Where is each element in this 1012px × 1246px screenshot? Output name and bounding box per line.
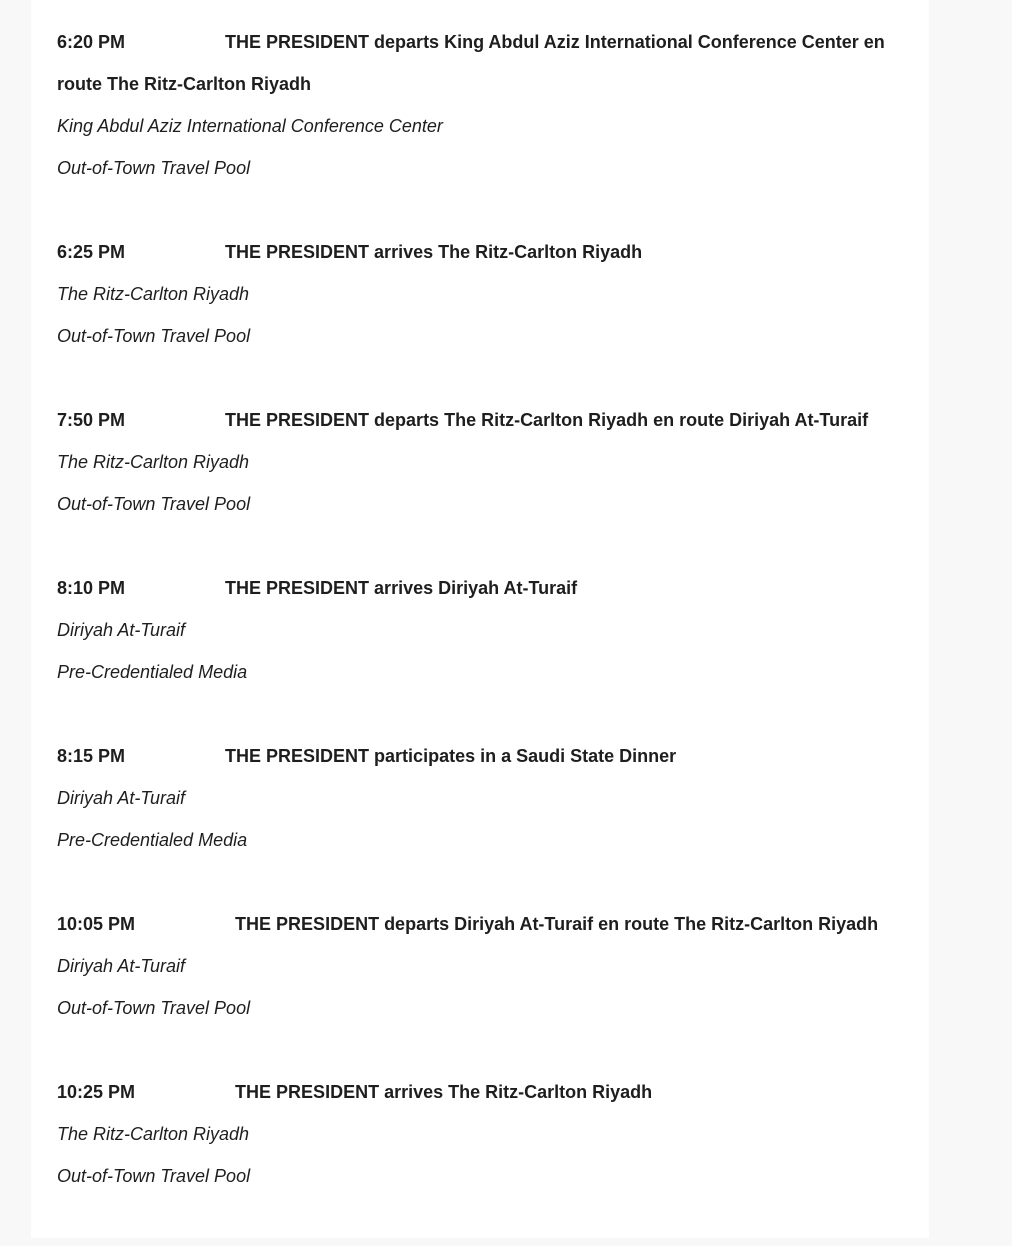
- schedule-list: [57, 21, 907, 1239]
- event-coverage: Out-of-Town Travel Pool: [57, 1166, 251, 1186]
- schedule-event: [57, 735, 907, 861]
- schedule-event: [57, 399, 907, 525]
- event-headline: [57, 567, 907, 609]
- event-coverage: Out-of-Town Travel Pool: [57, 158, 251, 178]
- schedule-card: [31, 0, 929, 1238]
- event-headline: [57, 735, 907, 777]
- event-title: THE PRESIDENT arrives Diriyah At-Turaif: [225, 578, 578, 598]
- event-location: King Abdul Aziz International Conference Center: [57, 116, 443, 136]
- event-time: 10:25 PM: [57, 1082, 136, 1102]
- event-coverage: Out-of-Town Travel Pool: [57, 494, 251, 514]
- event-location: The Ritz-Carlton Riyadh: [57, 284, 250, 304]
- schedule-event: [57, 231, 907, 357]
- schedule-event: [57, 1071, 907, 1197]
- event-headline: [57, 231, 907, 273]
- event-time: 7:50 PM: [57, 410, 126, 430]
- event-coverage: Pre-Credentialed Media: [57, 830, 248, 850]
- event-location: Diriyah At-Turaif: [57, 620, 186, 640]
- event-time: 8:15 PM: [57, 746, 126, 766]
- event-headline: [57, 1071, 907, 1113]
- event-headline: [57, 903, 907, 945]
- event-time: 8:10 PM: [57, 578, 126, 598]
- event-headline: [57, 21, 907, 105]
- event-coverage: Out-of-Town Travel Pool: [57, 326, 251, 346]
- schedule-event: [57, 21, 907, 189]
- schedule-event: [57, 567, 907, 693]
- event-title: THE PRESIDENT departs Diriyah At-Turaif en route The Ritz-Carlton Riyadh: [235, 914, 879, 934]
- event-location: The Ritz-Carlton Riyadh: [57, 452, 250, 472]
- event-title: THE PRESIDENT arrives The Ritz-Carlton Riyadh: [235, 1082, 653, 1102]
- event-location: Diriyah At-Turaif: [57, 788, 186, 808]
- event-location: The Ritz-Carlton Riyadh: [57, 1124, 250, 1144]
- event-title: THE PRESIDENT arrives The Ritz-Carlton Riyadh: [225, 242, 643, 262]
- event-title: THE PRESIDENT participates in a Saudi State Dinner: [225, 746, 677, 766]
- event-coverage: Pre-Credentialed Media: [57, 662, 248, 682]
- event-title: THE PRESIDENT departs King Abdul Aziz International Conference Center en route The Ritz-Carlton Riyadh: [57, 32, 885, 94]
- event-time: 6:20 PM: [57, 32, 126, 52]
- schedule-event: [57, 903, 907, 1029]
- event-title: THE PRESIDENT departs The Ritz-Carlton Riyadh en route Diriyah At-Turaif: [225, 410, 869, 430]
- event-location: Diriyah At-Turaif: [57, 956, 186, 976]
- event-time: 10:05 PM: [57, 914, 136, 934]
- event-time: 6:25 PM: [57, 242, 126, 262]
- event-headline: [57, 399, 907, 441]
- event-coverage: Out-of-Town Travel Pool: [57, 998, 251, 1018]
